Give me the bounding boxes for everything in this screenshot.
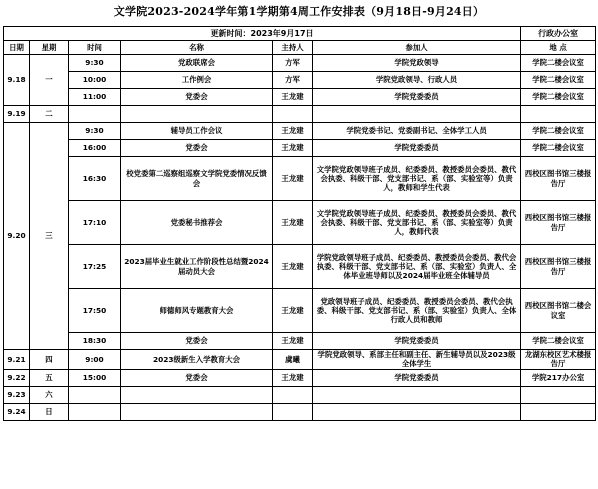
schedule-row — [4, 350, 596, 370]
event-name: 师德师风专题教育大会 — [121, 289, 273, 333]
event-time: 11:00 — [69, 89, 121, 106]
event-location: 龙湖东校区艺术楼报告厅 — [521, 350, 596, 370]
office-name: 行政办公室 — [521, 27, 596, 41]
schedule-row — [4, 106, 596, 123]
event-location: 学院二楼会议室 — [521, 55, 596, 72]
event-time: 9:00 — [69, 350, 121, 370]
event-name: 党委秘书推荐会 — [121, 201, 273, 245]
header-attendees: 参加人 — [313, 41, 521, 55]
schedule-row — [4, 403, 596, 420]
event-time: 16:30 — [69, 157, 121, 201]
event-time: 17:50 — [69, 289, 121, 333]
event-location: 学院二楼会议室 — [521, 72, 596, 89]
event-attendees: 学院党委委员 — [313, 333, 521, 350]
event-location: 学院217办公室 — [521, 369, 596, 386]
schedule-row — [4, 72, 596, 89]
schedule-row — [4, 157, 596, 201]
header-date: 日期 — [4, 41, 30, 55]
event-time — [69, 386, 121, 403]
day-week: 四 — [30, 350, 69, 370]
event-attendees: 学院党委委员 — [313, 89, 521, 106]
header-row — [4, 41, 596, 55]
day-date: 9.19 — [4, 106, 30, 123]
event-location — [521, 403, 596, 420]
event-location: 西校区图书馆三楼报告厅 — [521, 245, 596, 289]
event-attendees: 党政领导班子成员、纪委委员、教授委员会委员、教代会执委、科级干部、党支部书记、系（部、实验室）负责人、全体行政人员和教师 — [313, 289, 521, 333]
schedule-row — [4, 386, 596, 403]
event-time: 17:25 — [69, 245, 121, 289]
event-name: 2023级新生入学教育大会 — [121, 350, 273, 370]
event-host — [273, 106, 313, 123]
event-attendees: 文学院党政领导班子成员、纪委委员、教授委员会委员、教代会执委、科级干部、党支部书记、系（部、实验室等）负责人，教师代表 — [313, 201, 521, 245]
event-host: 王龙建 — [273, 289, 313, 333]
event-location: 西校区图书馆二楼会议室 — [521, 289, 596, 333]
schedule-row — [4, 123, 596, 140]
event-attendees: 学院党委委员 — [313, 140, 521, 157]
event-host — [273, 386, 313, 403]
event-location: 学院二楼会议室 — [521, 123, 596, 140]
header-host: 主持人 — [273, 41, 313, 55]
event-time: 15:00 — [69, 369, 121, 386]
event-name — [121, 386, 273, 403]
day-week: 六 — [30, 386, 69, 403]
event-location: 学院二楼会议室 — [521, 89, 596, 106]
event-attendees: 学院党委委员 — [313, 369, 521, 386]
day-date: 9.23 — [4, 386, 30, 403]
event-name: 党政联席会 — [121, 55, 273, 72]
header-time: 时间 — [69, 41, 121, 55]
event-location: 学院二楼会议室 — [521, 140, 596, 157]
event-time — [69, 106, 121, 123]
event-host: 王龙建 — [273, 157, 313, 201]
day-date: 9.21 — [4, 350, 30, 370]
event-time: 10:00 — [69, 72, 121, 89]
event-host: 虞曦 — [273, 350, 313, 370]
event-name: 2023届毕业生就业工作阶段性总结暨2024届动员大会 — [121, 245, 273, 289]
day-date: 9.24 — [4, 403, 30, 420]
day-date: 9.20 — [4, 123, 30, 350]
schedule-row — [4, 89, 596, 106]
event-time: 9:30 — [69, 123, 121, 140]
event-attendees: 学院党委书记、党委副书记、全体学工人员 — [313, 123, 521, 140]
event-name: 党委会 — [121, 89, 273, 106]
event-time: 18:30 — [69, 333, 121, 350]
event-name — [121, 403, 273, 420]
page-title: 文学院2023-2024学年第1学期第4周工作安排表（9月18日-9月24日） — [113, 5, 485, 18]
day-date: 9.18 — [4, 55, 30, 106]
update-row — [4, 27, 596, 41]
event-host: 王龙建 — [273, 245, 313, 289]
day-week: 一 — [30, 55, 69, 106]
event-host: 王龙建 — [273, 201, 313, 245]
event-time — [69, 403, 121, 420]
event-time: 9:30 — [69, 55, 121, 72]
update-time: 更新时间：2023年9月17日 — [4, 27, 521, 41]
event-attendees: 学院党政领导、行政人员 — [313, 72, 521, 89]
event-attendees: 学院党政领导班子成员、纪委委员、教授委员会委员、教代会执委、科级干部、党支部书记、系（部、实验室）负责人、全体毕业班导师以及2024届毕业班全体辅导员 — [313, 245, 521, 289]
event-host: 王龙建 — [273, 123, 313, 140]
event-name: 党委会 — [121, 369, 273, 386]
event-host: 王龙建 — [273, 140, 313, 157]
event-location — [521, 106, 596, 123]
schedule-row — [4, 201, 596, 245]
event-location: 西校区图书馆三楼报告厅 — [521, 201, 596, 245]
event-attendees: 学院党政领导 — [313, 55, 521, 72]
event-name: 工作例会 — [121, 72, 273, 89]
day-week: 日 — [30, 403, 69, 420]
event-name: 党委会 — [121, 333, 273, 350]
event-host: 方军 — [273, 55, 313, 72]
schedule-row — [4, 289, 596, 333]
day-week: 三 — [30, 123, 69, 350]
event-name: 校党委第二巡察组巡察文学院党委情况反馈会 — [121, 157, 273, 201]
event-time: 16:00 — [69, 140, 121, 157]
event-attendees — [313, 403, 521, 420]
event-time: 17:10 — [69, 201, 121, 245]
event-host: 王龙建 — [273, 333, 313, 350]
header-week: 星期 — [30, 41, 69, 55]
event-name: 辅导员工作会议 — [121, 123, 273, 140]
schedule-row — [4, 140, 596, 157]
event-host — [273, 403, 313, 420]
header-location: 地 点 — [521, 41, 596, 55]
event-attendees: 学院党政领导、系部主任和副主任、新生辅导员以及2023级全体学生 — [313, 350, 521, 370]
event-name — [121, 106, 273, 123]
event-location: 西校区图书馆三楼报告厅 — [521, 157, 596, 201]
header-name: 名称 — [121, 41, 273, 55]
schedule-row — [4, 369, 596, 386]
event-location — [521, 386, 596, 403]
event-host: 王龙建 — [273, 369, 313, 386]
schedule-row — [4, 333, 596, 350]
event-attendees — [313, 386, 521, 403]
schedule-table — [3, 26, 596, 421]
day-date: 9.22 — [4, 369, 30, 386]
schedule-row — [4, 245, 596, 289]
day-week: 五 — [30, 369, 69, 386]
day-week: 二 — [30, 106, 69, 123]
event-name: 党委会 — [121, 140, 273, 157]
event-attendees: 文学院党政领导班子成员、纪委委员、教授委员会委员、教代会执委、科级干部、党支部书记、系（部、实验室等）负责人，教师和学生代表 — [313, 157, 521, 201]
schedule-row — [4, 55, 596, 72]
event-host: 王龙建 — [273, 89, 313, 106]
event-attendees — [313, 106, 521, 123]
event-host: 方军 — [273, 72, 313, 89]
event-location: 学院二楼会议室 — [521, 333, 596, 350]
